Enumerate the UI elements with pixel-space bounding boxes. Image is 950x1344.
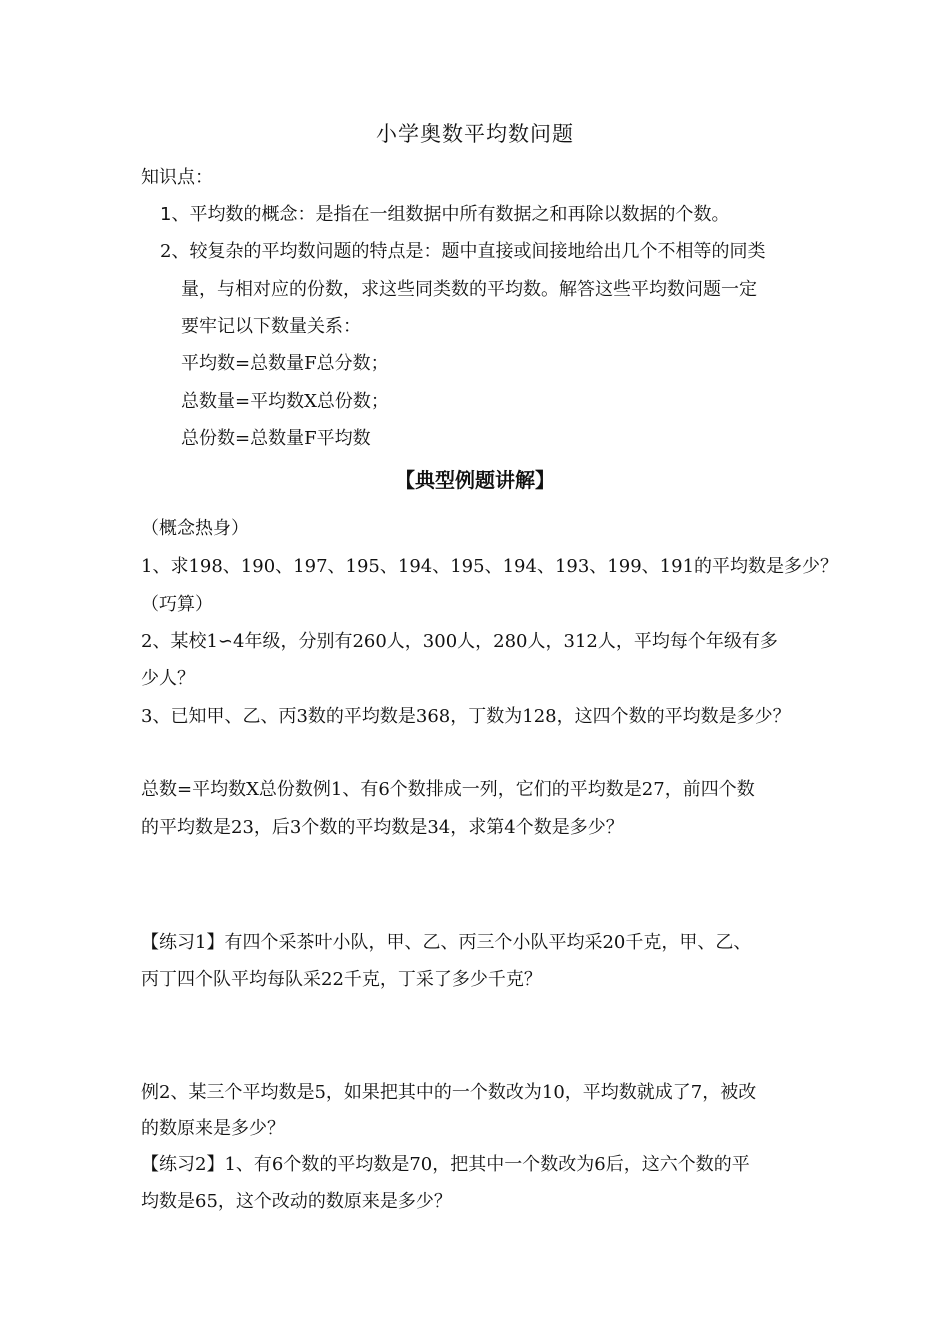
knowledge-point-2-cont: 要牢记以下数量关系： <box>181 316 361 337</box>
formula-total: 总数量=平均数X总份数； <box>181 391 389 412</box>
question-1: 1、求198、190、197、195、194、195、194、193、199、191的平均数是多少？ <box>141 556 839 577</box>
practice-1-cont: 丙丁四个队平均每队采22千克，丁采了多少千克？ <box>141 969 542 990</box>
question-2-cont: 少人？ <box>141 668 195 689</box>
practice-2-cont: 均数是65，这个改动的数原来是多少？ <box>141 1191 452 1212</box>
warmup-label: （概念热身） <box>141 518 249 539</box>
example-1-cont: 的平均数是23，后3个数的平均数是34，求第4个数是多少？ <box>141 817 624 838</box>
document-title: 小学奥数平均数问题 <box>376 122 574 146</box>
question-2: 2、某校1∽4年级，分别有260人，300人，280人，312人，平均每个年级有多 <box>141 631 778 652</box>
question-3: 3、已知甲、乙、丙3数的平均数是368，丁数为128，这四个数的平均数是多少？ <box>141 706 791 727</box>
practice-1: 【练习1】有四个采茶叶小队，甲、乙、丙三个小队平均采20千克，甲、乙、 <box>141 932 752 953</box>
section-heading: 【典型例题讲解】 <box>395 468 555 492</box>
knowledge-point-1: 1、平均数的概念：是指在一组数据中所有数据之和再除以数据的个数。 <box>160 204 730 225</box>
formula-parts: 总份数=总数量F平均数 <box>181 428 371 449</box>
knowledge-label: 知识点： <box>141 167 213 188</box>
example-2-cont: 的数原来是多少？ <box>141 1118 285 1139</box>
example-1: 总数=平均数X总份数例1、有6个数排成一列，它们的平均数是27，前四个数 <box>141 779 755 800</box>
knowledge-point-2-cont: 量，与相对应的份数，求这些同类数的平均数。解答这些平均数问题一定 <box>181 279 757 300</box>
question-1-note: （巧算） <box>141 594 213 615</box>
practice-2: 【练习2】1、有6个数的平均数是70，把其中一个数改为6后，这六个数的平 <box>141 1154 750 1175</box>
knowledge-point-2: 2、较复杂的平均数问题的特点是：题中直接或间接地给出几个不相等的同类 <box>160 241 766 262</box>
formula-average: 平均数=总数量F总分数； <box>181 353 389 374</box>
example-2: 例2、某三个平均数是5，如果把其中的一个数改为10，平均数就成了7，被改 <box>141 1082 757 1103</box>
